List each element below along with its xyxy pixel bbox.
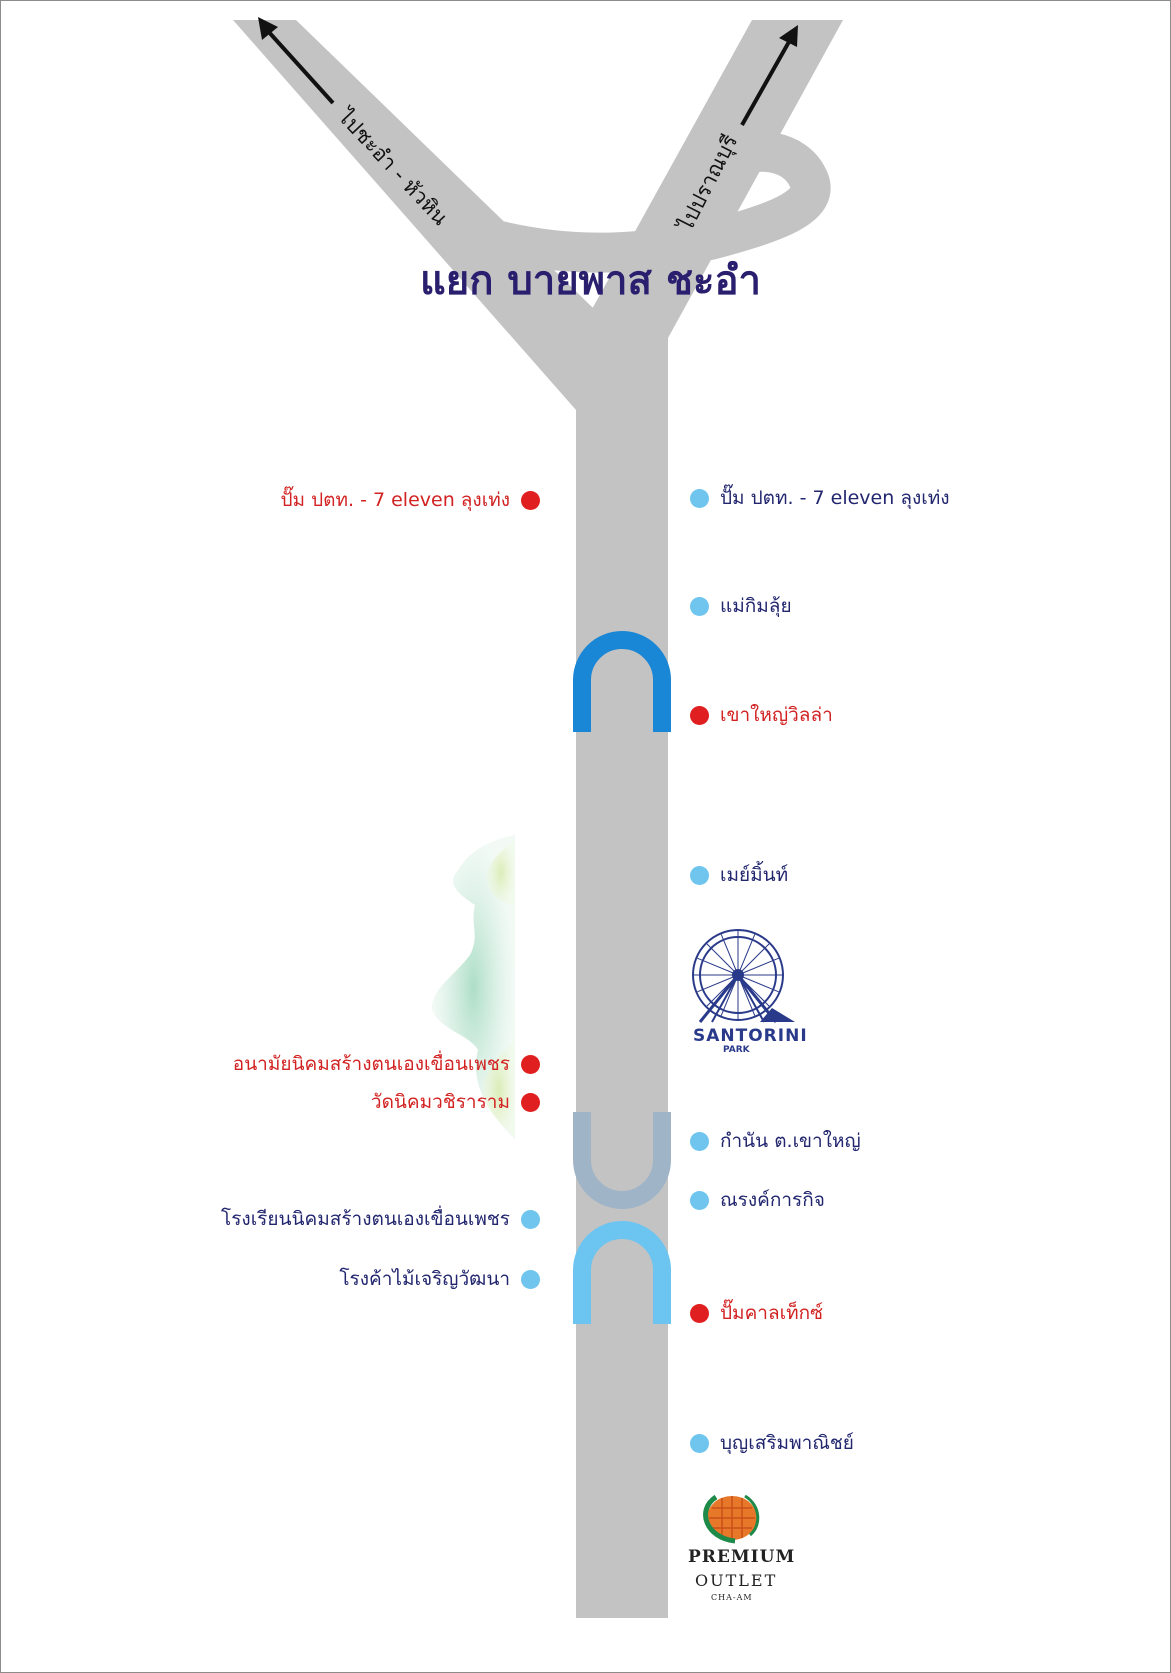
poi-right-caltex — [690, 1298, 823, 1328]
poi-label: เมย์มิ้นท์ — [720, 864, 789, 886]
poi-left-timber-yard — [339, 1264, 540, 1294]
marker-dot — [690, 1434, 709, 1453]
marker-dot — [521, 1093, 540, 1112]
wheel-spoke — [738, 944, 769, 975]
poi-right-narong — [690, 1185, 825, 1215]
marker-dot — [690, 489, 709, 508]
poi-label: ปั๊ม ปตท. - 7 eleven ลุงเท่ง — [280, 489, 510, 511]
poi-label: โรงค้าไม้เจริญวัฒนา — [339, 1268, 510, 1290]
poi-right-ptt-7eleven — [690, 483, 950, 513]
premium-outlet-globe-icon — [706, 1496, 758, 1541]
poi-left-school — [221, 1204, 540, 1234]
poi-label: บุญเสริมพาณิชย์ — [720, 1432, 854, 1454]
marker-dot — [690, 1304, 709, 1323]
poi-left-health-center — [233, 1049, 540, 1079]
poi-label: กำนัน ต.เขาใหญ่ — [720, 1130, 861, 1152]
road-loop-ramp — [460, 152, 811, 253]
marker-dot — [690, 597, 709, 616]
poi-label: อนามัยนิคมสร้างตนเองเขื่อนเพชร — [232, 1053, 510, 1075]
poi-right-may-mint — [690, 860, 788, 890]
poi-label: ณรงค์การกิจ — [720, 1189, 825, 1211]
poi-left-ptt-7eleven — [280, 485, 540, 515]
marker-dot — [521, 1210, 540, 1229]
marker-dot — [521, 1270, 540, 1289]
santorini-logo-name: SANTORINI — [693, 1026, 808, 1046]
poi-label: ปั๊มคาลเท็กซ์ — [720, 1302, 824, 1324]
poi-right-kamnan — [690, 1126, 861, 1156]
poi-right-mae-kim-lui — [690, 591, 792, 621]
marker-dot — [690, 866, 709, 885]
poi-right-khao-yai-villa — [690, 700, 833, 730]
marker-dot — [690, 1191, 709, 1210]
poi-label: โรงเรียนนิคมสร้างตนเองเขื่อนเพชร — [221, 1208, 510, 1230]
poi-label: เขาใหญ่วิลล่า — [720, 704, 833, 726]
premium-outlet-line1: PREMIUM — [688, 1547, 796, 1567]
poi-right-boonserm — [690, 1428, 854, 1458]
poi-label: ปั๊ม ปตท. - 7 eleven ลุงเท่ง — [720, 487, 950, 509]
road-main — [576, 335, 668, 1618]
poi-label: แม่กิมลุ้ย — [720, 595, 792, 617]
poi-left-temple — [371, 1087, 540, 1117]
marker-dot — [521, 491, 540, 510]
wheel-spoke — [707, 944, 738, 975]
direction-label-cha-am-hua-hin: ไปชะอำ - หัวหิน — [333, 104, 453, 230]
direction-label-pranburi: ไปปราณบุรี — [673, 130, 743, 235]
marker-dot — [690, 706, 709, 725]
premium-outlet-line3: CHA-AM — [711, 1593, 753, 1602]
marker-dot — [690, 1132, 709, 1151]
santorini-logo-sub: PARK — [723, 1045, 750, 1055]
santorini-ferris-wheel-icon — [686, 930, 795, 1022]
premium-outlet-line2: OUTLET — [695, 1571, 778, 1590]
intersection-title: แยก บายพาส ชะอำ — [420, 258, 761, 304]
poi-label: วัดนิคมวชิราราม — [370, 1091, 510, 1113]
marker-dot — [521, 1055, 540, 1074]
